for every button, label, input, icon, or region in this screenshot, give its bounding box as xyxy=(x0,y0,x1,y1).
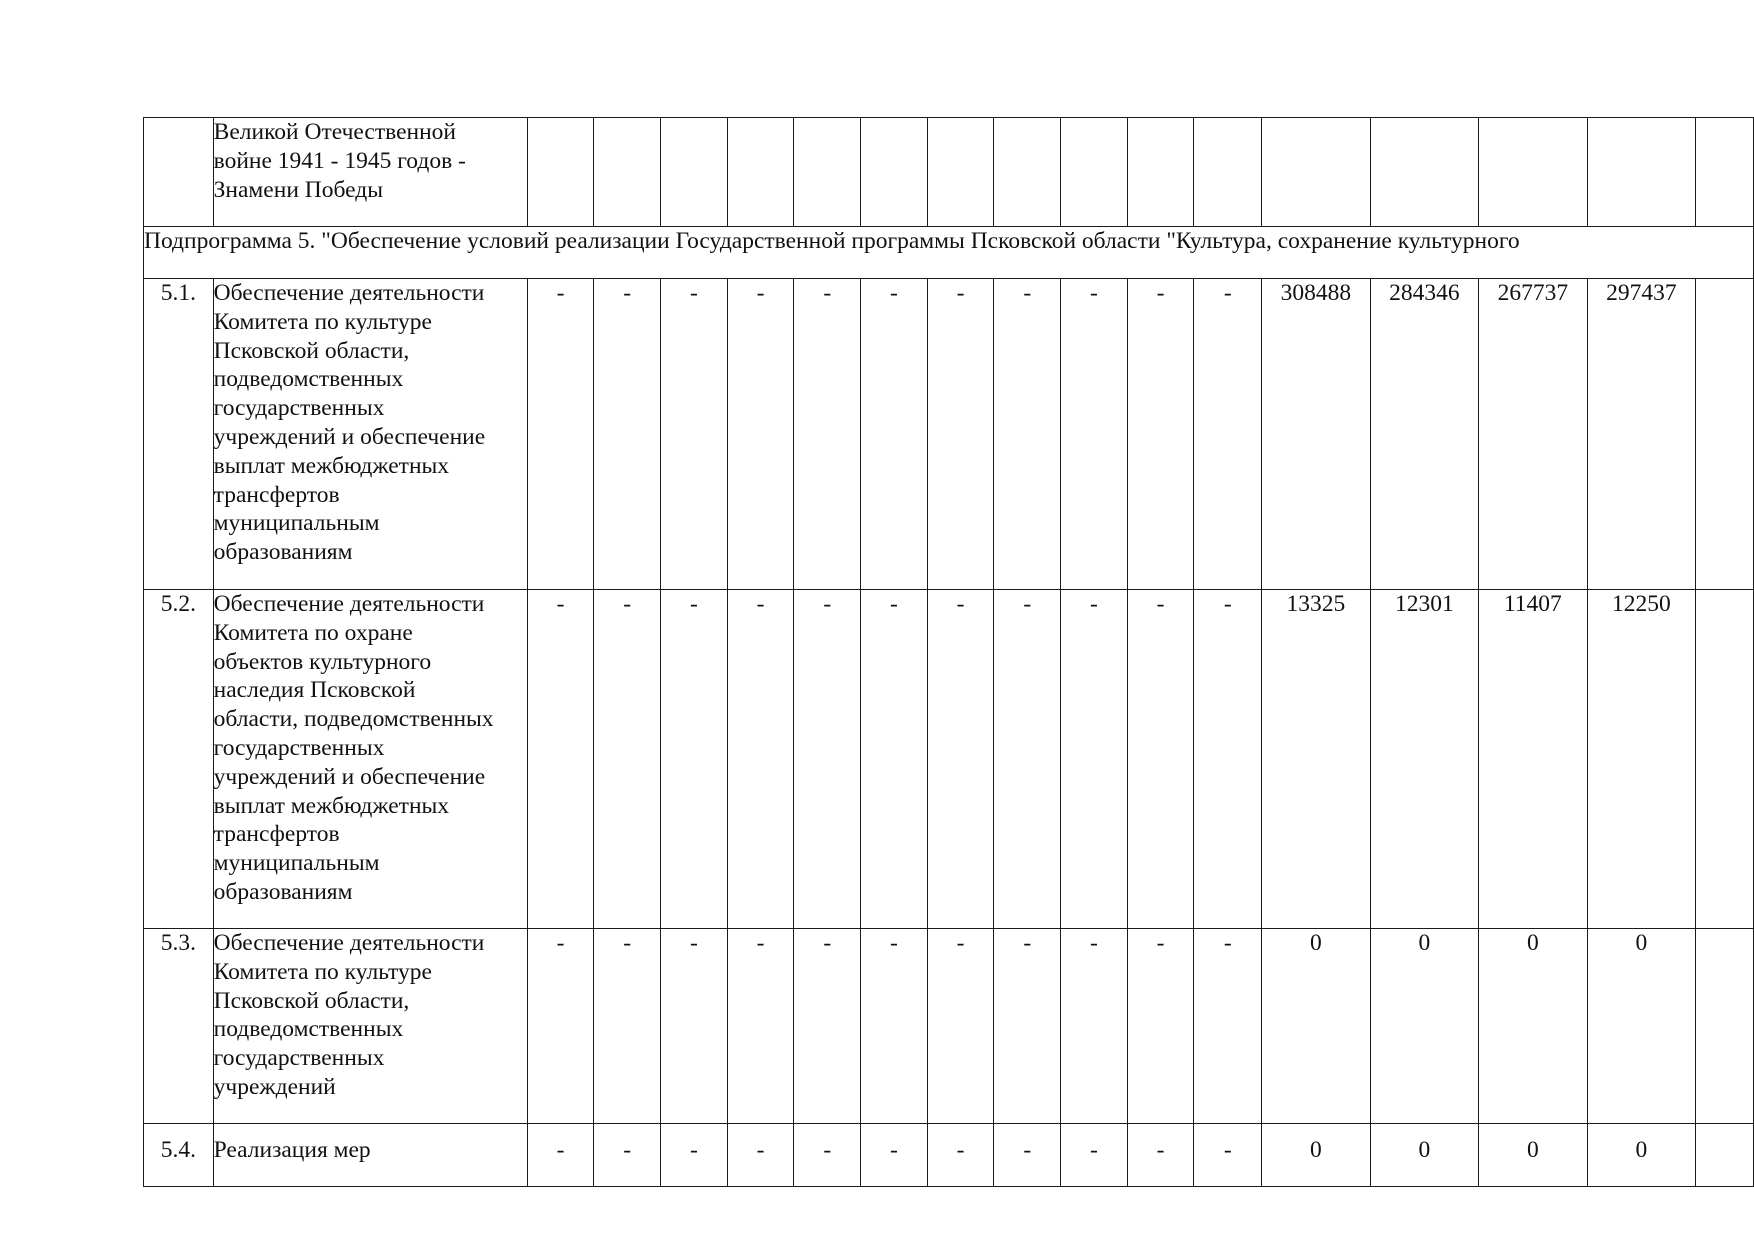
value-cell: 11407 xyxy=(1479,590,1588,929)
dash-cell: - xyxy=(661,279,728,590)
value-cell: 297437 xyxy=(1587,279,1696,590)
dash-cell: - xyxy=(861,1124,928,1187)
row-name-line: Комитета по культуре xyxy=(213,958,432,985)
row-name-line: Знамени Победы xyxy=(213,176,383,203)
empty-cell xyxy=(927,118,994,227)
value-cell: 308488 xyxy=(1262,279,1371,590)
row-name-line: наследия Псковской xyxy=(213,677,416,704)
row-name-line: трансфертов xyxy=(213,481,340,508)
row-name-line: государственных xyxy=(213,734,385,761)
empty-cell xyxy=(994,118,1061,227)
dash-cell: - xyxy=(794,279,861,590)
value-cell: 13325 xyxy=(1262,590,1371,929)
dash-cell: - xyxy=(794,929,861,1124)
value-cell: 0 xyxy=(1370,1124,1479,1187)
row-name-line: Обеспечение деятельности xyxy=(213,280,485,306)
value-cell: 0 xyxy=(1587,1124,1696,1187)
dash-cell: - xyxy=(527,1124,594,1187)
dash-cell: - xyxy=(727,590,794,929)
dash-cell: - xyxy=(594,279,661,590)
value-cell: 267737 xyxy=(1479,279,1588,590)
row-name-cell xyxy=(213,590,527,929)
dash-cell: - xyxy=(527,279,594,590)
row-name-line: войне 1941 - 1945 годов - xyxy=(213,147,466,174)
row-name-line: государственных xyxy=(213,1045,385,1072)
dash-cell: - xyxy=(727,929,794,1124)
empty-cell xyxy=(527,118,594,227)
empty-cell xyxy=(1061,118,1128,227)
row-name-line: трансфертов xyxy=(213,821,340,848)
dash-cell: - xyxy=(727,1124,794,1187)
empty-cell xyxy=(1587,118,1696,227)
row-name-line: Псковской области, xyxy=(213,987,410,1014)
value-cell: 0 xyxy=(1262,929,1371,1124)
dash-cell: - xyxy=(661,590,728,929)
dash-cell: - xyxy=(527,590,594,929)
dash-cell: - xyxy=(661,929,728,1124)
value-cell: 0 xyxy=(1262,1124,1371,1187)
dash-cell: - xyxy=(861,279,928,590)
dash-cell: - xyxy=(1127,1124,1194,1187)
dash-cell: - xyxy=(594,1124,661,1187)
empty-cell xyxy=(1696,590,1754,929)
empty-cell xyxy=(861,118,928,227)
dash-cell: - xyxy=(661,1124,728,1187)
dash-cell: - xyxy=(1194,1124,1262,1187)
table-row xyxy=(144,279,1754,590)
row-name-line: Псковской области, xyxy=(213,337,410,364)
empty-cell xyxy=(594,118,661,227)
table-row xyxy=(144,929,1754,1124)
table-row xyxy=(144,590,1754,929)
row-name-line: подведомственных xyxy=(213,1016,404,1043)
dash-cell: - xyxy=(594,590,661,929)
dash-cell: - xyxy=(594,929,661,1124)
empty-cell xyxy=(661,118,728,227)
empty-cell xyxy=(727,118,794,227)
dash-cell: - xyxy=(1194,279,1262,590)
dash-cell: - xyxy=(1061,279,1128,590)
value-cell: 284346 xyxy=(1370,279,1479,590)
row-name-line: учреждений и обеспечение xyxy=(213,423,486,450)
dash-cell: - xyxy=(994,929,1061,1124)
row-name-line: образованиям xyxy=(213,878,353,905)
row-name-line: выплат межбюджетных xyxy=(213,452,450,479)
table-row-continued xyxy=(144,118,1754,227)
empty-cell xyxy=(1127,118,1194,227)
value-cell: 0 xyxy=(1370,929,1479,1124)
value-cell: 12301 xyxy=(1370,590,1479,929)
dash-cell: - xyxy=(994,590,1061,929)
row-name-line: Комитета по охране xyxy=(213,619,413,646)
dash-cell: - xyxy=(927,1124,994,1187)
dash-cell: - xyxy=(1061,590,1128,929)
empty-cell xyxy=(1479,118,1588,227)
row-name-line: Реализация мер xyxy=(213,1137,371,1163)
dash-cell: - xyxy=(527,929,594,1124)
empty-cell xyxy=(1370,118,1479,227)
row-name-line: выплат межбюджетных xyxy=(213,792,450,819)
row-number: 5.4. xyxy=(144,1124,214,1187)
empty-cell xyxy=(1262,118,1371,227)
value-cell: 0 xyxy=(1587,929,1696,1124)
dash-cell: - xyxy=(927,279,994,590)
dash-cell: - xyxy=(994,279,1061,590)
value-cell: 0 xyxy=(1479,1124,1588,1187)
row-name-line: объектов культурного xyxy=(213,648,432,675)
dash-cell: - xyxy=(794,590,861,929)
subprogram-row xyxy=(144,227,1754,279)
row-name-line: учреждений xyxy=(213,1073,336,1100)
table-row xyxy=(144,1124,1754,1187)
empty-cell xyxy=(1696,279,1754,590)
dash-cell: - xyxy=(1061,929,1128,1124)
row-name-line: Обеспечение деятельности xyxy=(213,591,485,617)
dash-cell: - xyxy=(794,1124,861,1187)
empty-cell xyxy=(1194,118,1262,227)
row-number-cell xyxy=(144,118,214,227)
row-name-line: Комитета по культуре xyxy=(213,308,432,335)
row-name-line: государственных xyxy=(213,395,385,422)
dash-cell: - xyxy=(927,929,994,1124)
dash-cell: - xyxy=(927,590,994,929)
row-name-line: Обеспечение деятельности xyxy=(213,930,485,956)
row-name-line: учреждений и обеспечение xyxy=(213,763,486,790)
empty-cell xyxy=(794,118,861,227)
row-name-cell xyxy=(213,118,527,227)
dash-cell: - xyxy=(727,279,794,590)
row-name-cell xyxy=(213,279,527,590)
row-name-line: муниципальным xyxy=(213,850,380,877)
row-name-cell xyxy=(213,929,527,1124)
empty-cell xyxy=(1696,1124,1754,1187)
row-name-cell xyxy=(213,1124,527,1187)
dash-cell: - xyxy=(994,1124,1061,1187)
dash-cell: - xyxy=(1127,590,1194,929)
dash-cell: - xyxy=(1194,929,1262,1124)
dash-cell: - xyxy=(861,929,928,1124)
dash-cell: - xyxy=(1127,929,1194,1124)
row-name-line: муниципальным xyxy=(213,510,380,537)
dash-cell: - xyxy=(1127,279,1194,590)
empty-cell xyxy=(1696,118,1754,227)
dash-cell: - xyxy=(861,590,928,929)
subprogram-heading: Подпрограмма 5. "Обеспечение условий реализации Государственной программы Псковской области "Культура, сохранение культурного xyxy=(144,227,1754,279)
value-cell: 0 xyxy=(1479,929,1588,1124)
row-number: 5.2. xyxy=(144,590,214,929)
row-name-line: подведомственных xyxy=(213,366,404,393)
row-name-line: образованиям xyxy=(213,539,353,566)
row-name-line: Великой Отечественной xyxy=(213,119,456,145)
dash-cell: - xyxy=(1061,1124,1128,1187)
dash-cell: - xyxy=(1194,590,1262,929)
row-number: 5.3. xyxy=(144,929,214,1124)
row-number: 5.1. xyxy=(144,279,214,590)
value-cell: 12250 xyxy=(1587,590,1696,929)
row-name-line: области, подведомственных xyxy=(213,706,494,733)
empty-cell xyxy=(1696,929,1754,1124)
budget-table xyxy=(143,117,1754,1187)
